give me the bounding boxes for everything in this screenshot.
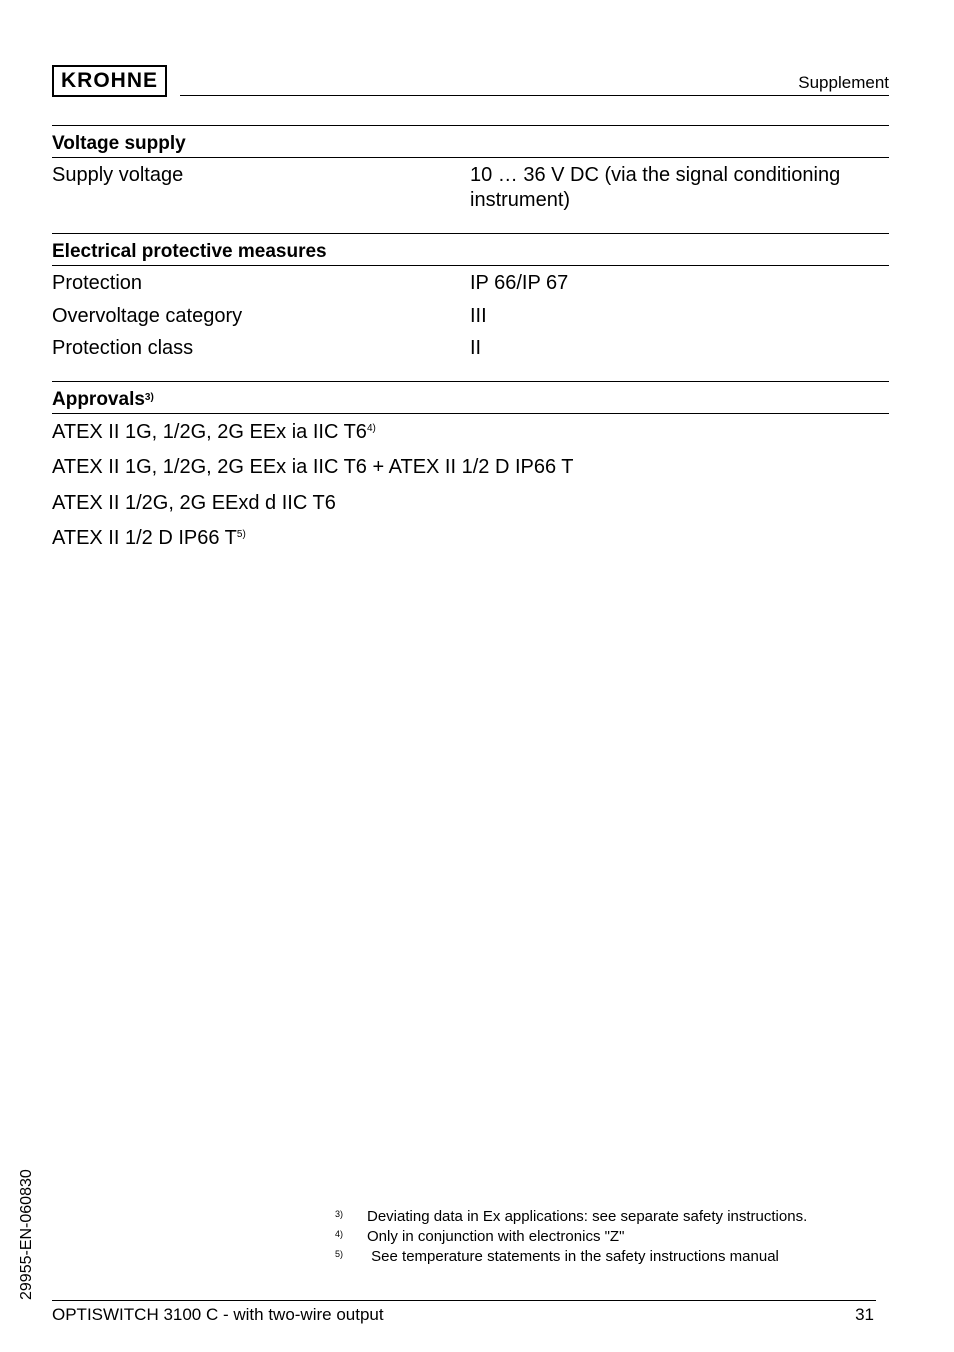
approval-text: ATEX II 1/2G, 2G EExd d IIC T6 (52, 492, 336, 514)
spec-value: III (470, 305, 487, 327)
approval-item (52, 455, 574, 480)
spec-label: Supply voltage (52, 164, 184, 186)
section-bottom-rule (52, 265, 889, 266)
section-bottom-rule (52, 157, 889, 158)
footnote-mark: 3) (335, 1209, 344, 1219)
footnote-mark: 4) (335, 1229, 344, 1239)
footnote-text: Deviating data in Ex applications: see separate safety instructions. (367, 1207, 808, 1225)
footnote-item (335, 1226, 807, 1246)
section-title-voltage-supply: Voltage supply (52, 133, 186, 154)
approval-item (52, 526, 246, 551)
approvals-title-text: Approvals (52, 389, 145, 410)
approval-text: ATEX II 1/2 D IP66 T (52, 527, 237, 549)
footnotes (335, 1206, 807, 1266)
footnote-mark: 5) (335, 1249, 344, 1259)
header-section-label: Supplement (798, 73, 889, 92)
approval-item (52, 420, 376, 445)
spec-label: Protection class (52, 337, 194, 359)
krohne-logo: KROHNE (52, 65, 167, 97)
footnote-item (335, 1246, 807, 1266)
spec-value: 10 … 36 V DC (via the signal conditioning instrument) (470, 164, 841, 211)
footnote-ref: 3) (144, 392, 154, 403)
spec-value: II (470, 337, 482, 359)
spec-label: Overvoltage category (52, 305, 243, 327)
section-title-approvals (52, 387, 154, 412)
footnote-text: See temperature statements in the safety instructions manual (367, 1247, 779, 1265)
footnote-item (335, 1206, 807, 1226)
page-number: 31 (855, 1305, 874, 1324)
approval-text: ATEX II 1G, 1/2G, 2G EEx ia IIC T6 + ATEX II 1/2 D IP66 T (52, 456, 574, 478)
footnote-ref: 4) (366, 423, 376, 434)
section-top-rule (52, 125, 889, 126)
footer-title: OPTISWITCH 3100 C - with two-wire output (52, 1305, 384, 1324)
footnote-text: Only in conjunction with electronics "Z" (367, 1227, 625, 1245)
footer-rule (52, 1300, 876, 1301)
spec-value: IP 66/IP 67 (470, 272, 569, 294)
header-rule (180, 95, 889, 96)
section-title-electrical-protective-measures: Electrical protective measures (52, 241, 327, 262)
spec-label: Protection (52, 272, 143, 294)
approval-item (52, 491, 336, 516)
section-top-rule (52, 233, 889, 234)
footnote-ref: 5) (236, 529, 246, 540)
section-top-rule (52, 381, 889, 382)
section-bottom-rule (52, 413, 889, 414)
approval-text: ATEX II 1G, 1/2G, 2G EEx ia IIC T6 (52, 421, 367, 443)
document-id: 29955-EN-060830 (18, 1169, 35, 1300)
